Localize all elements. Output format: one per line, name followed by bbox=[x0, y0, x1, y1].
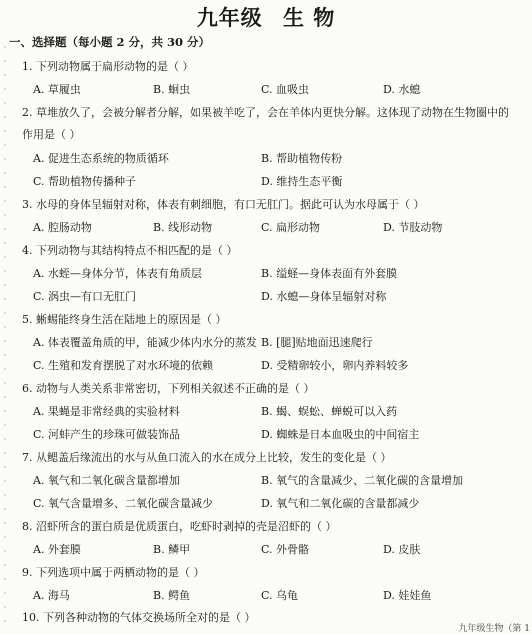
question-1-stem: 1. 下列动物属于扁形动物的是（ ） bbox=[22, 60, 194, 73]
question-5-option-b: B. [腿]贴地面迅速爬行 bbox=[261, 336, 373, 349]
question-6-stem: 6. 动物与人类关系非常密切，下列相关叙述不正确的是（ ） bbox=[22, 382, 315, 395]
question-8-option-c: C. 外骨骼 bbox=[261, 543, 310, 556]
question-8-stem: 8. 沼虾所含的蛋白质是优质蛋白，吃虾时剥掉的壳是沼虾的（ ） bbox=[22, 520, 337, 533]
question-1-option-d: D. 水螅 bbox=[383, 83, 421, 96]
question-4-option-d: D. 水螅—身体呈辐射对称 bbox=[261, 290, 387, 303]
question-7-option-d: D. 氧气和二氧化碳的含量都减少 bbox=[261, 497, 420, 510]
question-1-option-c: C. 血吸虫 bbox=[261, 83, 310, 96]
question-3-option-b: B. 线形动物 bbox=[153, 221, 213, 234]
title-grade: 九年级 bbox=[196, 5, 263, 30]
question-6-option-c: C. 河蚌产生的珍珠可做装饰品 bbox=[33, 428, 181, 441]
question-3-option-c: C. 扁形动物 bbox=[261, 221, 321, 234]
question-6-option-d: D. 蜘蛛是日本血吸虫的中间宿主 bbox=[261, 428, 420, 441]
question-5-stem: 5. 蜥蜴能终身生活在陆地上的原因是（ ） bbox=[22, 313, 227, 326]
question-5-option-c: C. 生殖和发育摆脱了对水环境的依赖 bbox=[33, 359, 214, 372]
question-4-option-a: A. 水蛭—身体分节，体表有角质层 bbox=[33, 267, 202, 280]
page-title bbox=[0, 2, 532, 32]
question-2-stem-continued: 作用是（ ） bbox=[22, 128, 81, 141]
page-footer: 九年级生物（第 1 bbox=[458, 624, 530, 634]
question-8-option-b: B. 鳞甲 bbox=[153, 543, 191, 556]
question-9-option-a: A. 海马 bbox=[33, 589, 70, 602]
question-6-option-a: A. 果蝇是非常经典的实验材料 bbox=[33, 405, 180, 418]
question-9-option-d: D. 娃娃鱼 bbox=[383, 589, 432, 602]
question-2-stem: 2. 草堆放久了，会被分解者分解，如果被羊吃了，会在羊体内更快分解。这体现了动物在生物圈中的 bbox=[22, 106, 509, 119]
question-10-stem: 10. 下列各种动物的气体交换场所全对的是（ ） bbox=[22, 611, 256, 624]
question-7-option-c: C. 氧气含量增多、二氧化碳含量减少 bbox=[33, 497, 214, 510]
title-subject: 生 物 bbox=[283, 5, 336, 30]
question-7-stem: 7. 从鳃盖后缘流出的水与从鱼口流入的水在成分上比较，发生的变化是（ ） bbox=[22, 451, 392, 464]
question-2-option-b: B. 帮助植物传粉 bbox=[261, 152, 343, 165]
question-4-option-b: B. 缢蛏—身体表面有外套膜 bbox=[261, 267, 398, 280]
question-2-option-d: D. 维持生态平衡 bbox=[261, 175, 343, 188]
question-2-option-c: C. 帮助植物传播种子 bbox=[33, 175, 137, 188]
question-8-option-d: D. 皮肤 bbox=[383, 543, 421, 556]
question-4-stem: 4. 下列动物与其结构特点不相匹配的是（ ） bbox=[22, 244, 238, 257]
question-4-option-c: C. 涡虫—有口无肛门 bbox=[33, 290, 137, 303]
question-5-option-d: D. 受精卵较小，卵内养料较多 bbox=[261, 359, 409, 372]
question-7-option-b: B. 氧气的含量减少、二氧化碳的含量增加 bbox=[261, 474, 464, 487]
question-3-option-d: D. 节肢动物 bbox=[383, 221, 443, 234]
question-5-option-a: A. 体表覆盖角质的甲，能减少体内水分的蒸发 bbox=[33, 336, 257, 349]
question-9-option-b: B. 鳄鱼 bbox=[153, 589, 191, 602]
question-1-option-a: A. 草履虫 bbox=[33, 83, 81, 96]
question-9-option-c: C. 乌龟 bbox=[261, 589, 299, 602]
question-1-option-b: B. 蛔虫 bbox=[153, 83, 191, 96]
question-3-option-a: A. 腔肠动物 bbox=[33, 221, 92, 234]
question-3-stem: 3. 水母的身体呈辐射对称，体表有刺细胞，有口无肛门。据此可认为水母属于（ ） bbox=[22, 198, 425, 211]
question-7-option-a: A. 氧气和二氧化碳含量都增加 bbox=[33, 474, 180, 487]
binding-edge-marks bbox=[3, 40, 7, 630]
question-2-option-a: A. 促进生态系统的物质循环 bbox=[33, 152, 169, 165]
question-6-option-b: B. 蝎、蜈蚣、蝉蜕可以入药 bbox=[261, 405, 398, 418]
question-8-option-a: A. 外套膜 bbox=[33, 543, 81, 556]
section-header: 一、选择题（每小题 2 分，共 30 分） bbox=[9, 35, 211, 49]
question-9-stem: 9. 下列选项中属于两栖动物的是（ ） bbox=[22, 566, 205, 579]
